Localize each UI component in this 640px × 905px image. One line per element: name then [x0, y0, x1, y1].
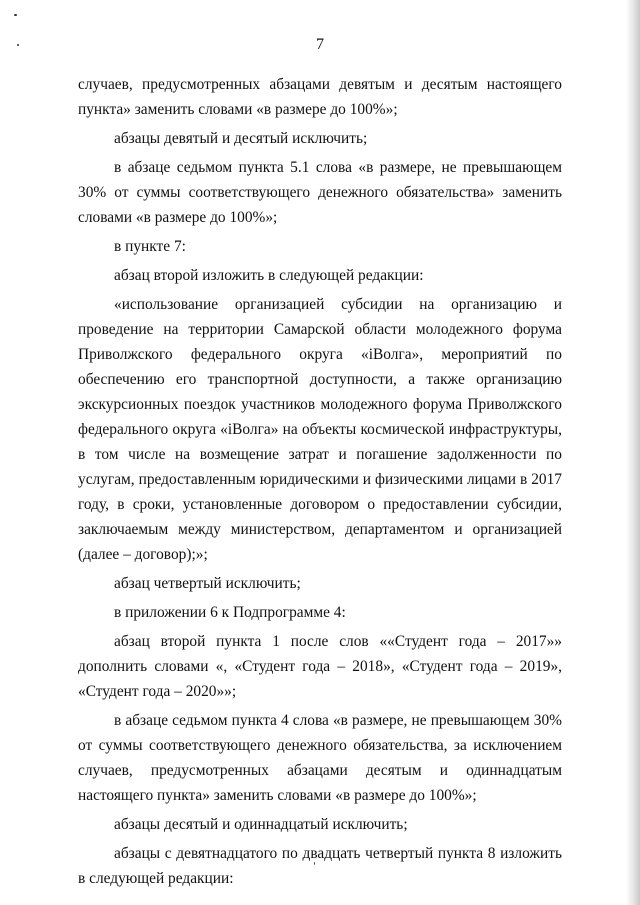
paragraph: случаев, предусмотренных абзацами девятым и десятым настоящего пункта» заменить словами «в размере до 100%»;	[78, 76, 562, 118]
document-body	[78, 72, 562, 895]
page-number: 7	[316, 36, 324, 53]
paragraph: в пункте 7:	[114, 238, 186, 255]
scan-shadow-edge	[626, 0, 640, 905]
paragraph: абзацы девятый и десятый исключить;	[114, 130, 368, 147]
paragraph: «использование организацией субсидии на организацию и проведение на территории Самарской области молодежного форума Приволжского федерального округа «iВолга», мероприятий по обеспечению его транспортной доступности, а также организацию экскурсионных поездок участников молодежного форума Приволжского федерального округа «iВолга» на объекты космической инфраструктуры, в том числе на возмещение затрат и погашение задолженности по услугам, предоставленным юридическими и физическими лицами в 2017 году, в сроки, установленные договором о предоставлении субсидии, заключаемым между министерством, департаментом и организацией (далее – договор);»;	[78, 296, 562, 563]
paragraph: абзац четвертый исключить;	[114, 575, 301, 592]
paragraph: абзацы десятый и одиннадцатый исключить;	[114, 816, 408, 833]
paragraph: в абзаце седьмом пункта 5.1 слова «в размере, не превышающем 30% от суммы соответствующего денежного обязательства» заменить словами «в размере до 100%»;	[78, 159, 562, 226]
paragraph: абзацы с девятнадцатого по двадцать четвертый пункта 8 изложить в следующей редакции:	[78, 845, 562, 887]
paragraph: абзац второй изложить в следующей редакции:	[114, 267, 424, 284]
paragraph: в абзаце седьмом пункта 4 слова «в размере, не превышающем 30% от суммы соответствующего денежного обязательства, за исключением случаев, предусмотренных абзацами десятым и одиннадцатым настоящего пункта» заменить словами «в размере до 100%»;	[78, 712, 562, 804]
scan-speck	[14, 14, 17, 16]
paragraph: в приложении 6 к Подпрограмме 4:	[114, 604, 346, 621]
paragraph: абзац второй пункта 1 после слов ««Студент года – 2017»» дополнить словами «, «Студент года – 2018», «Студент года – 2019», «Студент года – 2020»»;	[78, 633, 562, 700]
